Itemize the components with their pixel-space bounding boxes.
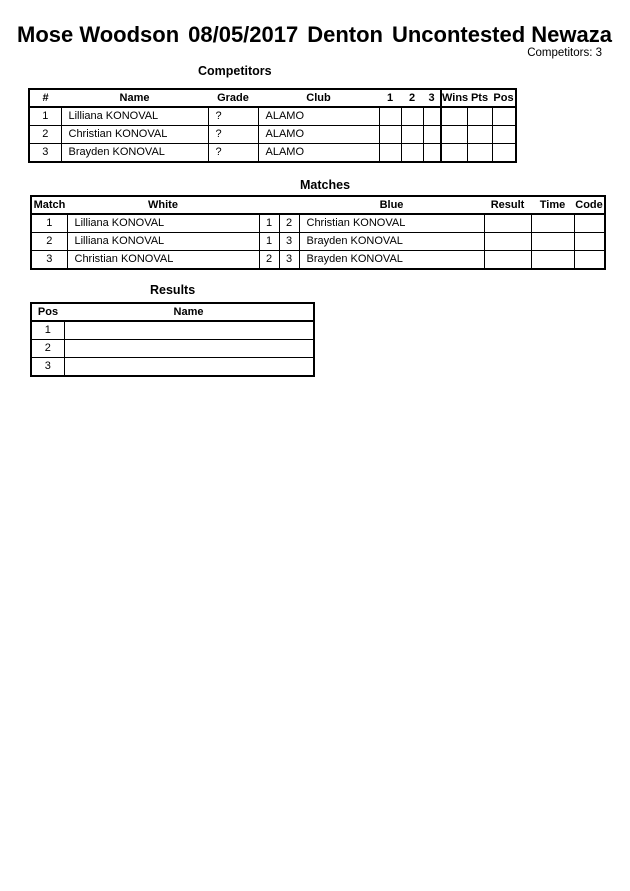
- result-cell: [484, 233, 531, 251]
- blue-player-number: 3: [279, 233, 299, 251]
- competitor-name: Christian KONOVAL: [61, 126, 208, 144]
- code-cell: [574, 251, 605, 270]
- matches-col-white-num: [259, 196, 279, 214]
- match-row: [31, 233, 605, 251]
- result-name: [64, 321, 314, 340]
- competitor-club: ALAMO: [258, 144, 379, 163]
- competitor-grade: ?: [208, 144, 258, 163]
- matches-col-time: Time: [531, 196, 574, 214]
- wins-cell: [441, 107, 467, 126]
- wins-cell: [441, 144, 467, 163]
- results-section-title: Results: [150, 283, 196, 297]
- result-position: 3: [31, 358, 64, 377]
- time-cell: [531, 214, 574, 233]
- pts-cell: [467, 107, 492, 126]
- competitors-table: [28, 88, 517, 163]
- pos-cell: [492, 144, 516, 163]
- result-position: 1: [31, 321, 64, 340]
- result-row: [31, 340, 314, 358]
- result-name: [64, 340, 314, 358]
- match-number: 1: [31, 214, 67, 233]
- competitors-col-club: Club: [258, 89, 379, 107]
- round3-cell: [423, 126, 441, 144]
- matches-col-white: White: [67, 196, 259, 214]
- competitors-col-grade: Grade: [208, 89, 258, 107]
- round1-cell: [379, 144, 401, 163]
- round2-cell: [401, 107, 423, 126]
- competitor-grade: ?: [208, 126, 258, 144]
- competitor-row: [29, 107, 516, 126]
- competitors-col-round1: 1: [379, 89, 401, 107]
- white-player-number: 2: [259, 251, 279, 270]
- match-row: [31, 251, 605, 270]
- competitor-club: ALAMO: [258, 107, 379, 126]
- blue-player-name: Brayden KONOVAL: [299, 251, 484, 270]
- white-player-number: 1: [259, 214, 279, 233]
- matches-col-code: Code: [574, 196, 605, 214]
- round3-cell: [423, 107, 441, 126]
- code-cell: [574, 233, 605, 251]
- matches-header-row: [31, 196, 605, 214]
- competitors-col-wins: Wins: [441, 89, 467, 107]
- division-name: Uncontested Newaza: [391, 22, 612, 47]
- code-cell: [574, 214, 605, 233]
- blue-player-name: Christian KONOVAL: [299, 214, 484, 233]
- competitor-club: ALAMO: [258, 126, 379, 144]
- tournament-location: Denton: [307, 22, 383, 47]
- result-cell: [484, 251, 531, 270]
- result-row: [31, 358, 314, 377]
- white-player-name: Christian KONOVAL: [67, 251, 259, 270]
- tournament-name: Mose Woodson: [17, 22, 180, 47]
- tournament-date: 08/05/2017: [188, 22, 299, 47]
- competitors-col-pts: Pts: [467, 89, 492, 107]
- result-row: [31, 321, 314, 340]
- round2-cell: [401, 126, 423, 144]
- matches-col-match: Match: [31, 196, 67, 214]
- results-col-name: Name: [64, 303, 314, 321]
- match-number: 2: [31, 233, 67, 251]
- matches-col-blue: Blue: [299, 196, 484, 214]
- competitor-number: 2: [29, 126, 61, 144]
- blue-player-name: Brayden KONOVAL: [299, 233, 484, 251]
- matches-col-result: Result: [484, 196, 531, 214]
- wins-cell: [441, 126, 467, 144]
- competitors-col-name: Name: [61, 89, 208, 107]
- time-cell: [531, 233, 574, 251]
- competitor-grade: ?: [208, 107, 258, 126]
- match-number: 3: [31, 251, 67, 270]
- competitor-row: [29, 126, 516, 144]
- result-position: 2: [31, 340, 64, 358]
- match-row: [31, 214, 605, 233]
- competitors-header-row: [29, 89, 516, 107]
- pts-cell: [467, 144, 492, 163]
- blue-player-number: 2: [279, 214, 299, 233]
- competitors-col-pos: Pos: [492, 89, 516, 107]
- competitor-number: 3: [29, 144, 61, 163]
- competitors-count: Competitors: 3: [527, 47, 602, 59]
- results-table: [30, 302, 315, 377]
- round1-cell: [379, 126, 401, 144]
- round1-cell: [379, 107, 401, 126]
- competitor-row: [29, 144, 516, 163]
- competitors-col-number: #: [29, 89, 61, 107]
- competitors-col-round2: 2: [401, 89, 423, 107]
- competitor-name: Brayden KONOVAL: [61, 144, 208, 163]
- white-player-name: Lilliana KONOVAL: [67, 233, 259, 251]
- matches-section-title: Matches: [300, 178, 351, 192]
- results-header-row: [31, 303, 314, 321]
- result-cell: [484, 214, 531, 233]
- results-col-pos: Pos: [31, 303, 64, 321]
- matches-col-blue-num: [279, 196, 299, 214]
- blue-player-number: 3: [279, 251, 299, 270]
- pts-cell: [467, 126, 492, 144]
- round2-cell: [401, 144, 423, 163]
- competitor-number: 1: [29, 107, 61, 126]
- round3-cell: [423, 144, 441, 163]
- pos-cell: [492, 126, 516, 144]
- time-cell: [531, 251, 574, 270]
- matches-table: [30, 195, 606, 270]
- pos-cell: [492, 107, 516, 126]
- white-player-number: 1: [259, 233, 279, 251]
- white-player-name: Lilliana KONOVAL: [67, 214, 259, 233]
- result-name: [64, 358, 314, 377]
- page-title: [17, 23, 612, 47]
- competitors-section-title: Competitors: [198, 64, 272, 78]
- competitors-col-round3: 3: [423, 89, 441, 107]
- competitor-name: Lilliana KONOVAL: [61, 107, 208, 126]
